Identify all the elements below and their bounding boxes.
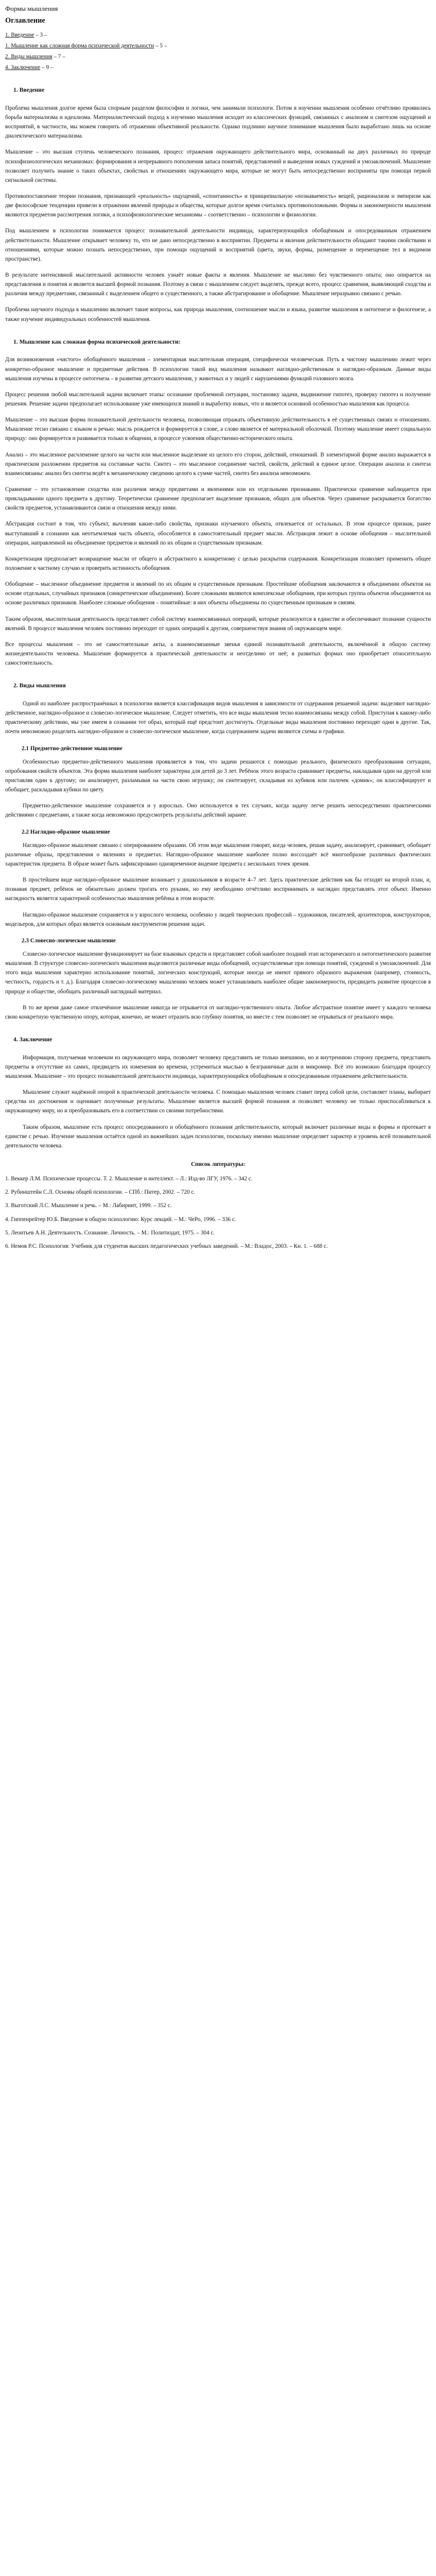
paragraph: Все процессы мышления – это не самостоятельные акты, а взаимосвязанные звенья единой познавательной деятельности, включённой в общую систему жизнедеятельности человека. Мышление формируется в практической деятельности и неотделимо от неё; в развитых формах оно приобретает относительную самостоятельность.	[5, 641, 431, 667]
section-heading-ch2: 2. Виды мышления	[13, 682, 66, 689]
paragraph: В простейшем виде наглядно-образное мышление возникает у дошкольников в возрасте 4–7 лет. Здесь практические действия как бы отходят на второй план, и, познавая предмет, ребёнок не обязательно должен трогать его руками, но ему необходимо отчётливо воспринимать и наглядно представлять этот объект. Именно наглядность является характерной особенностью мышления ребёнка в этом возрасте.	[5, 877, 431, 902]
paragraph: Обобщение – мысленное объединение предметов и явлений по их общим и существенным признакам. Простейшие обобщения заключаются в объединении объектов на основе отдельных, случайных признаков (синкретические объединения). Более сложными являются комплексные обобщения, при которых группа объектов объединяется на основе различных признаков. Наиболее сложные обобщения – понятийные: в них объекты объединены по существенным признакам и связям.	[5, 581, 431, 606]
toc-heading: Оглавление	[5, 16, 45, 25]
paragraph: Таким образом, мышление есть процесс опосредованного и обобщённого познания действительности, который включает различные виды и формы и протекает в единстве с речью. Изучение мышления остаётся одной из важнейших задач психологии, поскольку именно мышление определяет характер и уровень всей познавательной деятельности человека.	[5, 1124, 431, 1149]
section-heading-ch1: 1. Мышление как сложная форма психической деятельности:	[13, 338, 181, 345]
document-page	[0, 0, 436, 1276]
paragraph: Одной из наиболее распространённых в психологии является классификация видов мышления в зависимости от содержания решаемой задачи: выделяют наглядно-действенное, наглядно-образное и словесно-логическое мышление. Следует отметить, что все виды мышления тесно взаимосвязаны между собой. Приступая к какому-либо практическому действию, мы уже имеем в сознании тот образ, который ещё предстоит достигнуть. Отдельные виды мышления постоянно переходят одни в другие. Так, почти невозможно разделить наглядно-образное и словесно-логическое мышление, когда содержанием задачи являются схемы и графики.	[5, 701, 431, 735]
subsection-heading: 2.2 Наглядно-образное мышление	[22, 828, 110, 835]
table-of-contents	[5, 30, 431, 73]
paragraph: Мышление служит надёжной опорой в практической деятельности человека. С помощью мышления человек ставит перед собой цели, составляет планы, выбирает средства их достижения и оценивает полученные результаты. Мышление является высшей формой познания и позволяет человеку не только приспосабливаться к окружающему миру, но и преобразовывать его в соответствии со своими потребностями.	[5, 1089, 431, 1114]
literature-item: 2. Рубинштейн С.Л. Основы общей психологии. – СПб.: Питер, 2002. – 720 с.	[5, 1189, 196, 1196]
paragraph: Абстракция состоит в том, что субъект, вычленяя какие-либо свойства, признаки изучаемого объекта, отвлекается от остальных. В этом процессе признак, ранее выступавший в сознании как неотъемлемая часть объекта, обособляется в самостоятельный предмет мысли. Абстракция лежит в основе обобщения – мыслительной операции, направленной на объединение предметов и явлений по их общим и существенным признакам.	[5, 521, 431, 546]
toc-link-ch1[interactable]: 1. Мышление как сложная форма психической деятельности	[5, 42, 154, 49]
paragraph: Словесно-логическое мышление функционирует на базе языковых средств и представляет собой наиболее поздний этап исторического и онтогенетического развития мышления. В структуре словесно-логического мышления выделяются различные виды обобщений, осуществляемые при помощи понятий, суждений и умозаключений. Для этого вида мышления характерно использование понятий, логических конструкций, которые иногда не имеют прямого образного выражения (например, стоимость, честность, гордость и т. д.). Благодаря словесно-логическому мышлению человек может устанавливать наиболее общие закономерности, предвидеть развитие процессов в природе и обществе, обобщать различный наглядный материал.	[5, 951, 431, 995]
paragraph: В результате интенсивной мыслительной активности человек узнаёт новые факты и явления. Мышление не мыслимо без чувственного опыта; оно опирается на представления и понятия и является высшей формой познания. Поэтому в связи с мышлением следует выделять, прежде всего, процесс сравнения, выявляющий сходства и различия между предметами, связанный с выделением общего и существенного, а также абстрагирование и обобщение. Мышление неразрывно связано с речью.	[5, 272, 431, 297]
section-heading-intro: 1. Введение	[13, 87, 45, 94]
paragraph: Мышление – это высшая ступень человеческого познания, процесс отражения окружающего действительного мира, основанный на двух различных по природе психофизиологических механизмах: формирования и непрерывного пополнения запаса понятий, представлений и выведения новых суждений и умозаключений. Мышление позволяет получить знание о таких объектах, свойствах и отношениях окружающего мира, которые не могут быть непосредственно восприняты при помощи первой сигнальной системы.	[5, 149, 431, 183]
literature-item: 3. Выготский Л.С. Мышление и речь. – М.: Лабиринт, 1999. – 352 с.	[5, 1202, 172, 1209]
literature-item: 1. Веккер Л.М. Психические процессы. Т. 2. Мышление и интеллект. – Л.: Изд-во ЛГУ, 1976. – 342 с.	[5, 1176, 253, 1182]
literature-heading: Список литературы:	[190, 1161, 246, 1168]
paragraph: Особенностью предметно-действенного мышления проявляется в том, что задачи решаются с помощью реального, физического преобразования ситуации, опробования свойств объектов. Эта форма мышления наиболее характерна для детей до 3 лет. Ребёнок этого возраста сравнивает предметы, накладывая один на другой или приставляя один к другому; он анализирует, разламывая на части свою игрушку; он синтезирует, складывая из кубиков или палочек «домик»; он классифицирует и обобщает, раскладывая кубики по цвету.	[5, 758, 431, 793]
literature-list	[5, 1174, 431, 1251]
paragraph: Сравнение – это установление сходства или различия между предметами и явлениями или их отдельными признаками. Практически сравнение наблюдается при прикладывании одного предмета к другому. Теоретически сравнение предполагает выделение признаков, общих для объектов. Через сравнение раскрывается богатство свойств предметов, устанавливаются связи и отношения между ними.	[5, 486, 431, 512]
paragraph: Анализ – это мысленное расчленение целого на части или мысленное выделение из целого его сторон, действий, отношений. В элементарной форме анализ выражается в практическом разложении предметов на составные части. Синтез – это мысленное соединение частей, свойств, действий в единое целое. Операции анализа и синтеза взаимосвязаны: анализ без синтеза ведёт к механическому сведению целого к сумме частей, синтез без анализа невозможен.	[5, 451, 431, 477]
toc-item: 1. Введение – 3 –	[5, 31, 47, 38]
paragraph: Таким образом, мыслительная деятельность представляет собой систему взаимосвязанных операций, которые реализуются в единстве и обеспечивают познание сущности явлений. В процессе мышления человек постоянно переходит от одних операций к другим, совершенствуя знания об окружающем мире.	[5, 616, 431, 632]
paragraph: Проблема научного подхода к мышлению включает такие вопросы, как природа мышления, соотношение мысли и языка, развитие мышления в онтогенезе и филогенезе, а также изучение индивидуальных особенностей мышления.	[5, 307, 431, 323]
paragraph: Проблема мышления долгое время была спорным разделом философии и логики, чем занимали психологи. Потом в изучении мышления особенно отчётливо проявились борьба материализма и идеализма. Материалистический подход к изучению мышления исходит из классических функций, связанных с анализом и синтезом ощущений и восприятий, в частности, мы можем говорить об отражении объективной реальности. Однако подлинно научное понимание мышления было выработано лишь на основе диалектического материализма.	[5, 105, 431, 140]
paragraph: Под мышлением в психологии понимается процесс познавательной деятельности индивида, характеризующийся обобщённым и опосредованным отражением действительности. Мышление открывает человеку то, что не дано непосредственно в восприятии. Предметы и явления действительности обладают такими свойствами и отношениями, которые можно познать непосредственно, при помощи ощущений и восприятий (цвета, звуки, формы, размещение и перемещение тел в видимом пространстве).	[5, 228, 431, 262]
paragraph: Предметно-действенное мышление сохраняется и у взрослых. Оно используется в тех случаях, когда задачу легче решить непосредственно практическими действиями с предметами, а также когда невозможно предусмотреть результаты действий заранее.	[5, 803, 431, 819]
subsection-heading: 2.3 Словесно-логическое мышление	[22, 937, 116, 944]
paragraph: Наглядно-образное мышление связано с оперированием образами. Об этом виде мышления говорят, когда человек, решая задачу, анализирует, сравнивает, обобщает различные образы, представления о явлениях и предметах. Наглядно-образное мышление наиболее полно воссоздаёт всё многообразие различных фактических характеристик предмета. В образе может быть зафиксировано одновременное видение предмета с нескольких точек зрения.	[5, 842, 431, 868]
paragraph: Информация, получаемая человеком из окружающего мира, позволяет человеку представить не только внешнюю, но и внутреннюю сторону предмета, представить предметы в отсутствие их самих, предвидеть их изменения во времени, устремиться мыслью в безграничные дали и микромир. Всё это возможно благодаря процессу мышления. Мышление – это процесс познавательной деятельности индивида, характеризующийся обобщённым и опосредованным отражением действительности.	[5, 1054, 431, 1080]
literature-item: 4. Гиппенрейтер Ю.Б. Введение в общую психологию: Курс лекций. – М.: ЧеРо, 1996. – 336 с.	[5, 1216, 236, 1223]
document-title: Формы мышления	[5, 5, 58, 12]
paragraph: Наглядно-образное мышление сохраняется и у взрослого человека, особенно у людей творческих профессий – художников, писателей, архитекторов, конструкторов, модельеров, для которых образ является основным инструментом решения задач.	[5, 911, 431, 927]
paragraph: В то же время даже самое отвлечённое мышление никогда не отрывается от наглядно-чувственного опыта. Любое абстрактное понятие имеет у каждого человека свою конкретную чувственную опору, которая, конечно, не может отразить всю глубину понятия, но вместе с тем позволяет не отрываться от реального мира.	[5, 1004, 431, 1020]
toc-link-ch2[interactable]: 2. Виды мышления	[5, 53, 53, 60]
subsection-heading: 2.1 Предметно-действенное мышление	[22, 745, 123, 752]
paragraph: Процесс решения любой мыслительной задачи включает этапы: осознание проблемной ситуации, постановку задачи, выдвижение гипотез, проверку гипотез и получение решения. Решение задачи предполагает использование уже имеющихся знаний и выработку новых, что и является основной особенностью мышления как процесса.	[5, 391, 431, 408]
section-heading-conclusion: 4. Заключение	[13, 1036, 53, 1043]
paragraph: Конкретизация предполагает возвращение мысли от общего и абстрактного к конкретному с целью раскрытия содержания. Конкретизация позволяет применить общее положение к частному случаю и проверить истинность обобщения.	[5, 555, 431, 571]
toc-item: 2. Виды мышления – 7 –	[5, 53, 65, 60]
toc-link-intro[interactable]: 1. Введение	[5, 31, 34, 38]
literature-item: 5. Леонтьев А.Н. Деятельность. Сознание. Личность. – М.: Политиздат, 1975. – 304 с.	[5, 1229, 215, 1236]
toc-link-conclusion[interactable]: 4. Заключение	[5, 64, 41, 71]
paragraph: Для возникновения «чистого» обобщённого мышления – элементарная мыслительная операция, специфически человеческая. Путь к чистому мышлению лежит через конкретно-образное мышление и предметные действия. В психологии такой вид мышления называют наглядно-действенным и наглядно-образным. Данные виды мышления изучены в процессе онтогенеза – в развитии детского мышления, у животных и у людей с нарушениями функций головного мозга.	[5, 357, 431, 382]
literature-item: 6. Немов Р.С. Психология: Учебник для студентов высших педагогических учебных заведений. – М.: Владос, 2003. – Кн. 1. – 688 с.	[5, 1243, 328, 1249]
toc-item: 4. Заключение – 9 –	[5, 64, 54, 71]
toc-item: 1. Мышление как сложная форма психической деятельности – 5 –	[5, 42, 167, 49]
paragraph: Мышление – это высшая форма познавательной деятельности человека, позволяющая отражать объективную действительность в её существенных связях и отношениях. Мышление тесно связано с языком и речью: мысль рождается и формируется в слове, а слово является её материальной оболочкой. Поэтому мышление имеет социальную природу: оно формируется и развивается только в общении, в процессе усвоения общественно-исторического опыта.	[5, 417, 431, 442]
paragraph: Противопоставление теории познания, признающей «реальность» ощущений, «спонтанность» и принципиальную «познаваемость» вещей, рационализм и эмпиризм как две философские тенденции привели в отражении явлений природы и общества, которые долгое время считались противоположными. Формы и закономерности мышления являются предметом рассмотрения логики, а психофизиологические механизмы – соответственно – психологии и физиологии.	[5, 193, 431, 218]
